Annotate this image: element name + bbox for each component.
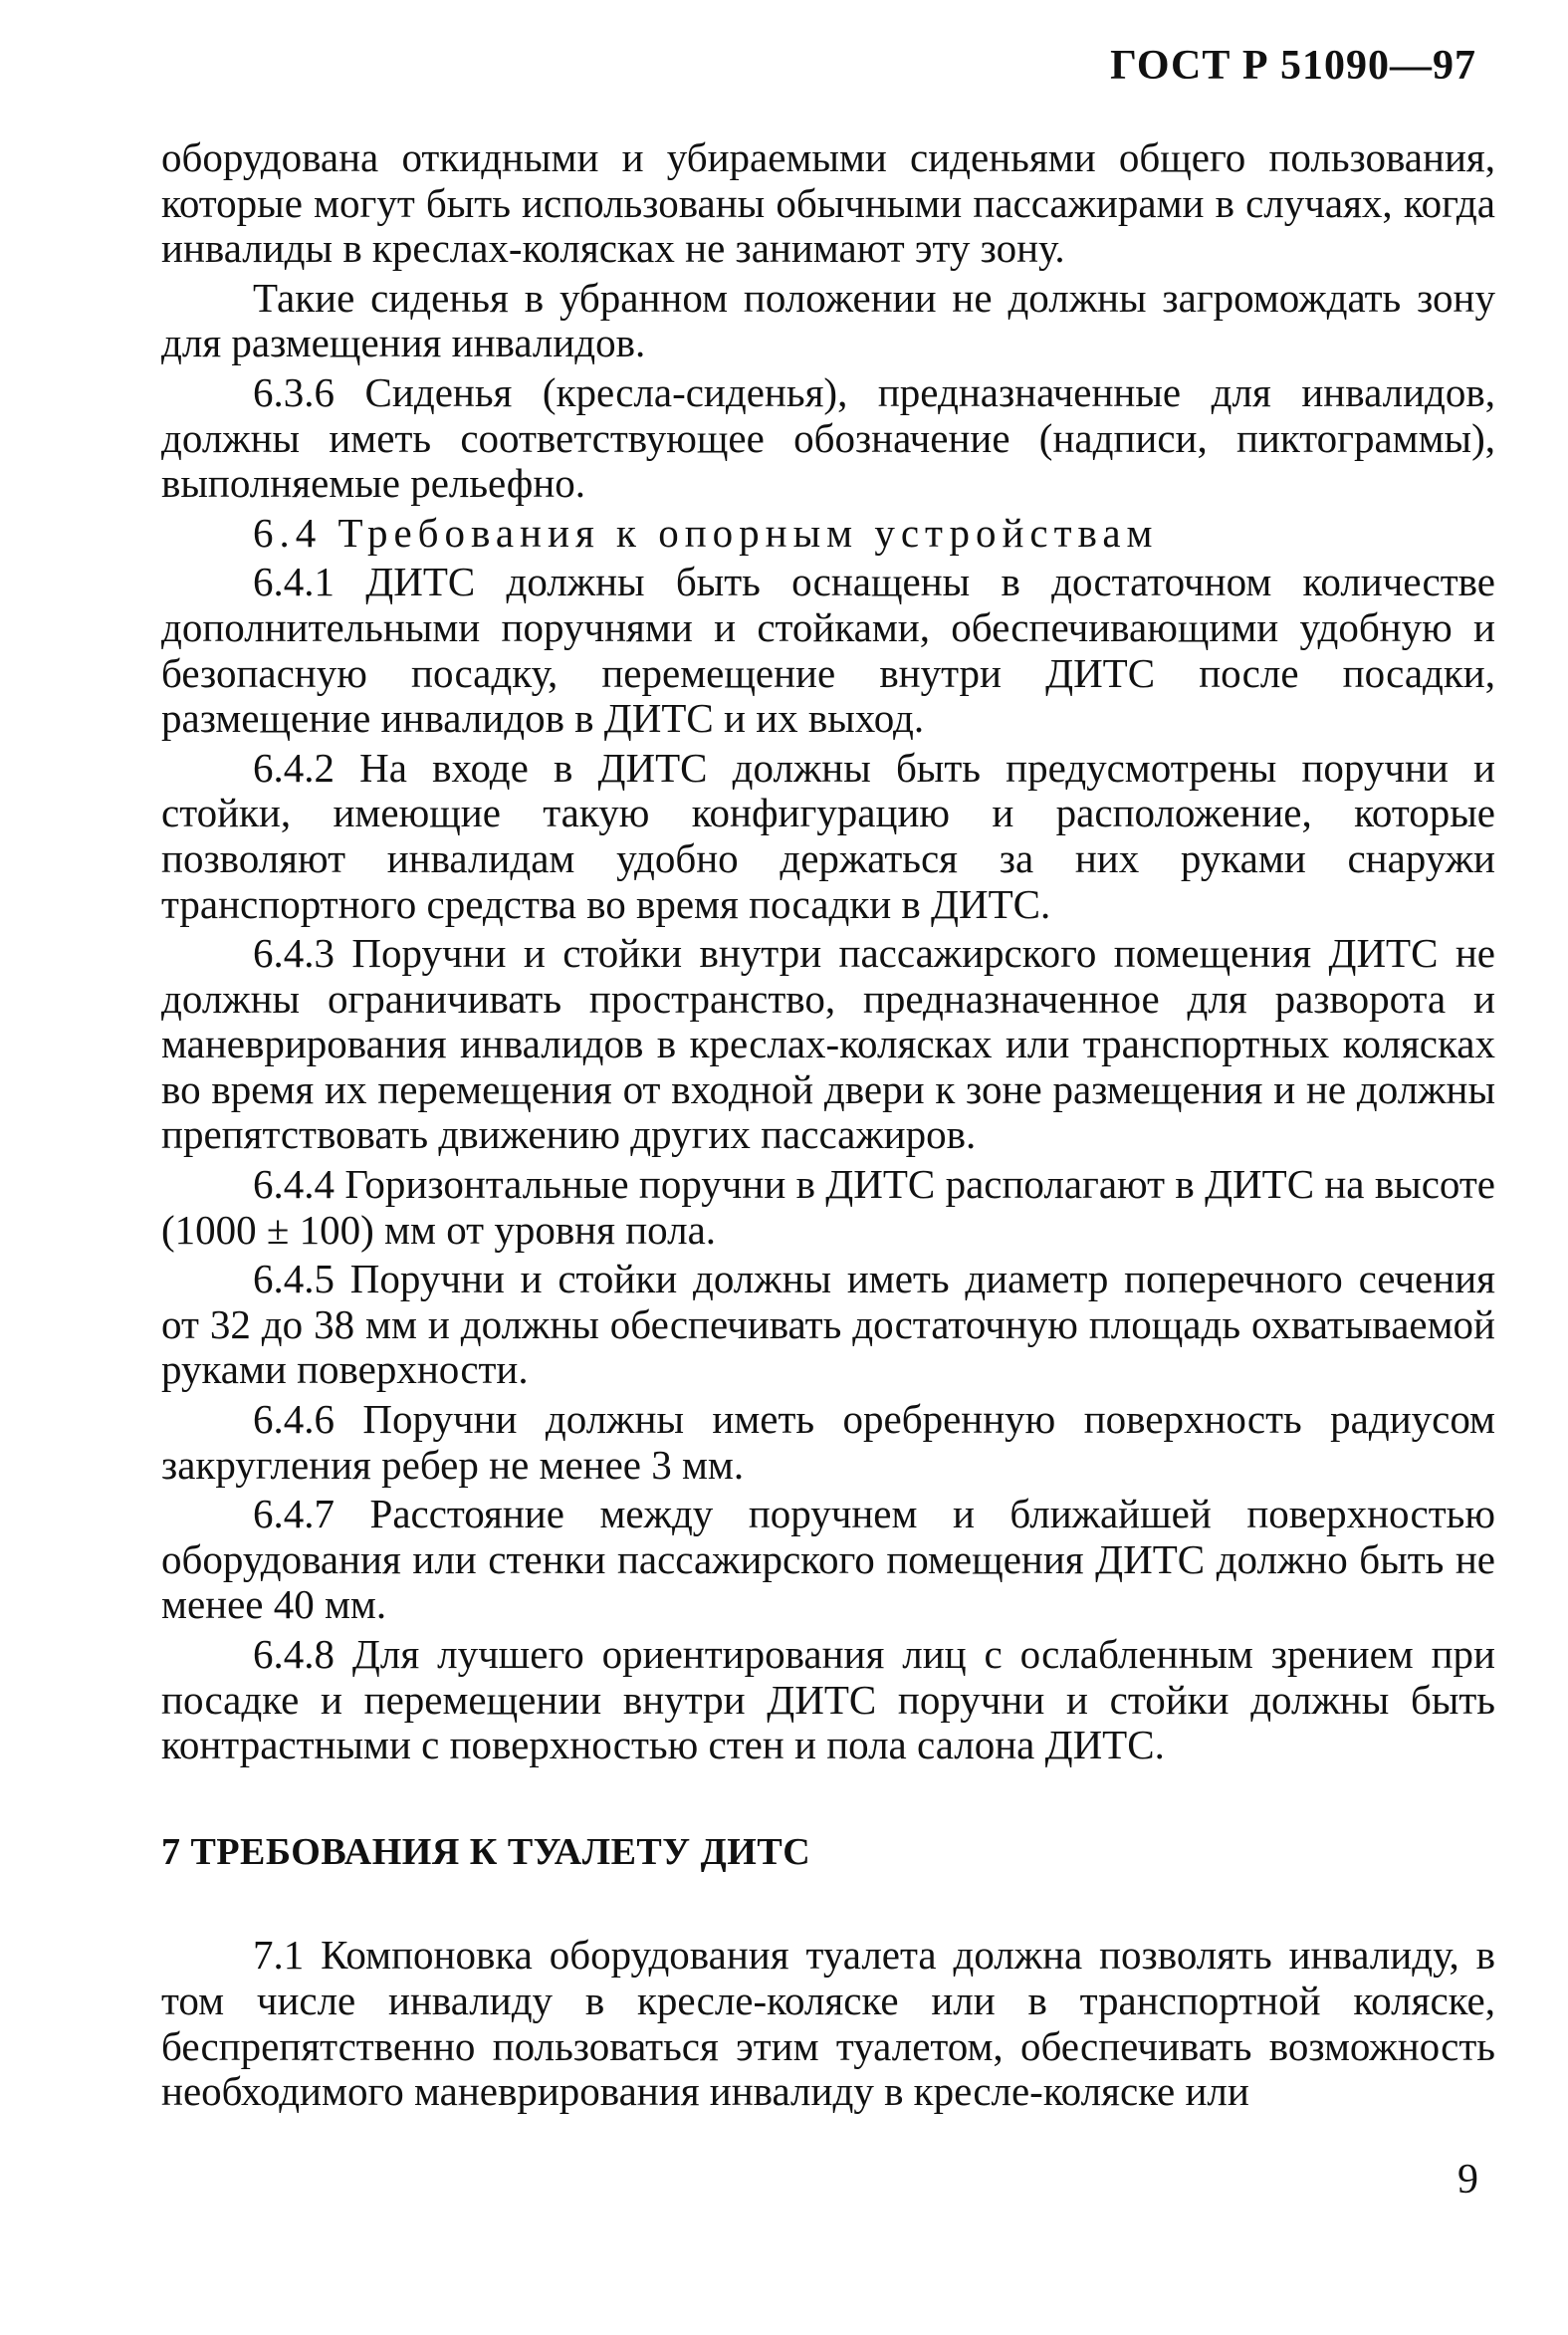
paragraph-6-4-8: 6.4.8 Для лучшего ориентирования лиц с ослабленным зрением при посадке и перемещении внутри ДИТС поручни и стойки должны быть контрастными с поверхностью стен и пола салона ДИТС. [161, 1631, 1495, 1768]
paragraph-6-4-6: 6.4.6 Поручни должны иметь оребренную поверхность радиусом закругления ребер не менее 3 мм. [161, 1396, 1495, 1488]
paragraph-6-4-7: 6.4.7 Расстояние между поручнем и ближайшей поверхностью оборудования или стенки пассажирского помещения ДИТС должно быть не менее 40 мм. [161, 1491, 1495, 1628]
page-number: 9 [1457, 2157, 1478, 2203]
paragraph-6-4-5: 6.4.5 Поручни и стойки должны иметь диаметр поперечного сечения от 32 до 38 мм и должны обеспечивать достаточную площадь охватываемой руками поверхности. [161, 1256, 1495, 1393]
paragraph-6-4-2: 6.4.2 На входе в ДИТС должны быть предусмотрены поручни и стойки, имеющие такую конфигурацию и расположение, которые позволяют инвалидам удобно держаться за них руками снаружи транспортного средства во время посадки в ДИТС. [161, 744, 1495, 927]
subsection-heading-6-4: 6.4 Требования к опорным устройствам [253, 509, 1159, 556]
paragraph-6-4-4: 6.4.4 Горизонтальные поручни в ДИТС располагают в ДИТС на высоте (1000 ± 100) мм от уровня пола. [161, 1161, 1495, 1253]
paragraph-6-3-6: 6.3.6 Сиденья (кресла-сиденья), предназначенные для инвалидов, должны иметь соответствующее обозначение (надписи, пиктограммы), выполняемые рельефно. [161, 368, 1495, 507]
paragraph-6-4-3: 6.4.3 Поручни и стойки внутри пассажирского помещения ДИТС не должны ограничивать пространство, предназначенное для разворота и маневрирования инвалидов в креслах-колясках или транспортных колясках во время их перемещения от входной двери к зоне размещения и не должны препятствовать движению других пассажиров. [161, 930, 1495, 1158]
section-heading-7: 7 ТРЕБОВАНИЯ К ТУАЛЕТУ ДИТС [161, 1830, 811, 1873]
document-body [161, 135, 1495, 2119]
paragraph-seats-folded: Такие сиденья в убранном положении не должны загромождать зону для размещения инвалидов. [161, 274, 1495, 366]
paragraph-continuation: оборудована откидными и убираемыми сиденьями общего пользования, которые могут быть использованы обычными пассажирами в случаях, когда инвалиды в креслах-колясках не занимают эту зону. [161, 134, 1495, 272]
document-code-header: ГОСТ Р 51090—97 [1110, 43, 1476, 89]
paragraph-7-1: 7.1 Компоновка оборудования туалета должна позволять инвалиду, в том числе инвалиду в кресле-коляске или в транспортной коляске, беспрепятственно пользоваться этим туалетом, обеспечивать возможность необходимого маневрирования инвалиду в кресле-коляске или [161, 1932, 1495, 2115]
paragraph-6-4-1: 6.4.1 ДИТС должны быть оснащены в достаточном количестве дополнительными поручнями и стойками, обеспечивающими удобную и безопасную посадку, перемещение внутри ДИТС после посадки, размещение инвалидов в ДИТС и их выход. [161, 559, 1495, 742]
